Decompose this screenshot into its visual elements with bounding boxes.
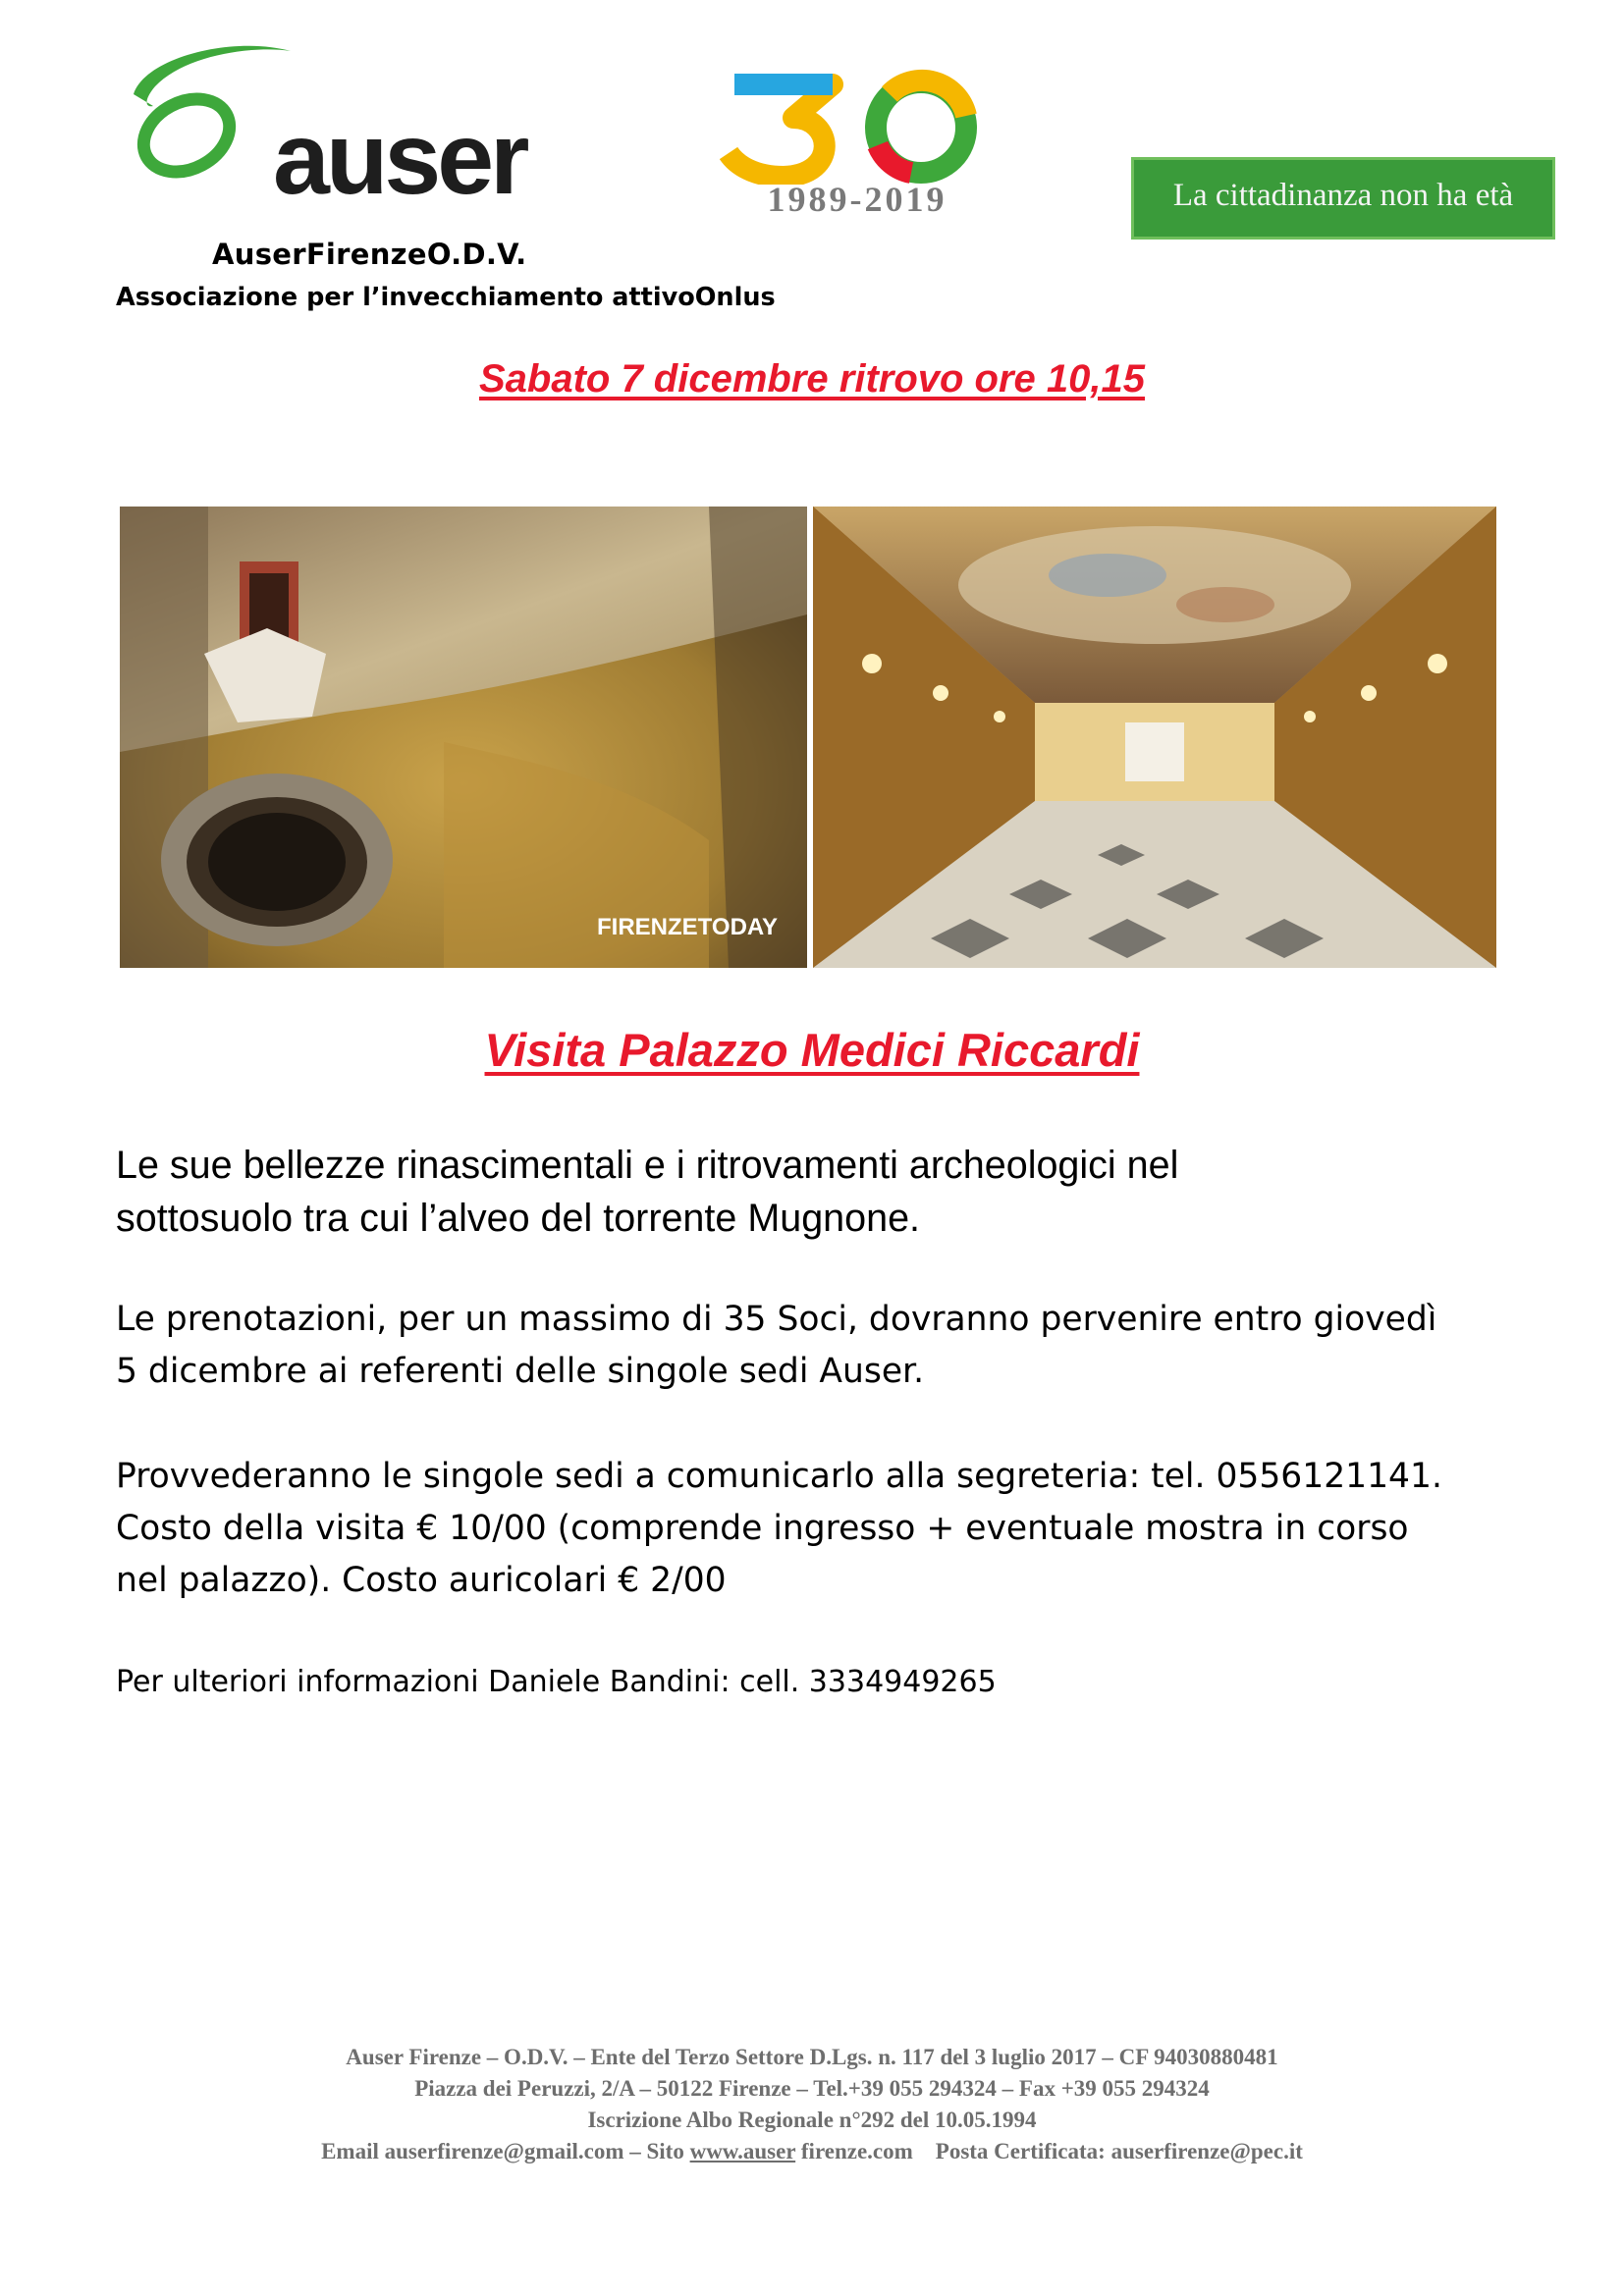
renaissance-hall-photo xyxy=(813,507,1496,968)
footer-legal-line: Auser Firenze – O.D.V. – Ente del Terzo Settore D.Lgs. n. 117 del 3 luglio 2017 – CF 94030880481 xyxy=(346,2045,1278,2069)
anniversary-years: 1989-2019 xyxy=(767,180,947,219)
slogan-text: La cittadinanza non ha età xyxy=(1172,178,1514,213)
booking-paragraph xyxy=(116,1294,1530,1398)
thirty-years-icon xyxy=(715,67,1000,185)
website-link[interactable]: www.auser xyxy=(689,2139,796,2163)
booking-line: Le prenotazioni, per un massimo di 35 Soci, dovranno pervenire entro giovedì xyxy=(116,1300,1437,1339)
cost-line: nel palazzo). Costo auricolari € 2/00 xyxy=(116,1561,727,1600)
event-description xyxy=(116,1139,1530,1245)
event-title: Visita Palazzo Medici Riccardi xyxy=(484,1024,1140,1076)
footer-email-text: Email auserfirenze@gmail.com – Sito xyxy=(321,2139,690,2163)
cost-line: Provvederanno le singole sedi a comunicarlo alla segreteria: tel. 0556121141. xyxy=(116,1457,1442,1496)
footer-pec-text: firenze.com Posta Certificata: auserfirenze@pec.it xyxy=(795,2139,1303,2163)
contact-info: Per ulteriori informazioni Daniele Bandini: cell. 3334949265 xyxy=(116,1665,997,1699)
footer-registry-line: Iscrizione Albo Regionale n°292 del 10.05.1994 xyxy=(587,2108,1037,2132)
auser-logo-text: auser xyxy=(273,102,526,216)
footer-contact-line xyxy=(0,2136,1624,2167)
footer-address-line: Piazza dei Peruzzi, 2/A – 50122 Firenze – Tel.+39 055 294324 – Fax +39 055 294324 xyxy=(414,2076,1210,2101)
organization-name: AuserFirenzeO.D.V. xyxy=(212,238,527,271)
description-line: Le sue bellezze rinascimentali e i ritrovamenti archeologici nel xyxy=(116,1144,1179,1187)
footer xyxy=(0,2042,1624,2167)
auser-logo xyxy=(116,37,528,216)
cost-line: Costo della visita € 10/00 (comprende ingresso + eventuale mostra in corso xyxy=(116,1509,1409,1548)
booking-line: 5 dicembre ai referenti delle singole sedi Auser. xyxy=(116,1352,925,1391)
organization-subtitle: Associazione per l’invecchiamento attivoOnlus xyxy=(116,283,776,312)
slogan-banner xyxy=(1131,157,1555,240)
event-date: Sabato 7 dicembre ritrovo ore 10,15 xyxy=(478,357,1146,400)
photo-watermark: FIRENZETODAY xyxy=(597,914,779,940)
archaeological-excavation-photo xyxy=(120,507,807,968)
anniversary-logo xyxy=(715,67,1000,224)
description-line: sottosuolo tra cui l’alveo del torrente Mugnone. xyxy=(116,1197,921,1240)
cost-paragraph xyxy=(116,1451,1530,1607)
